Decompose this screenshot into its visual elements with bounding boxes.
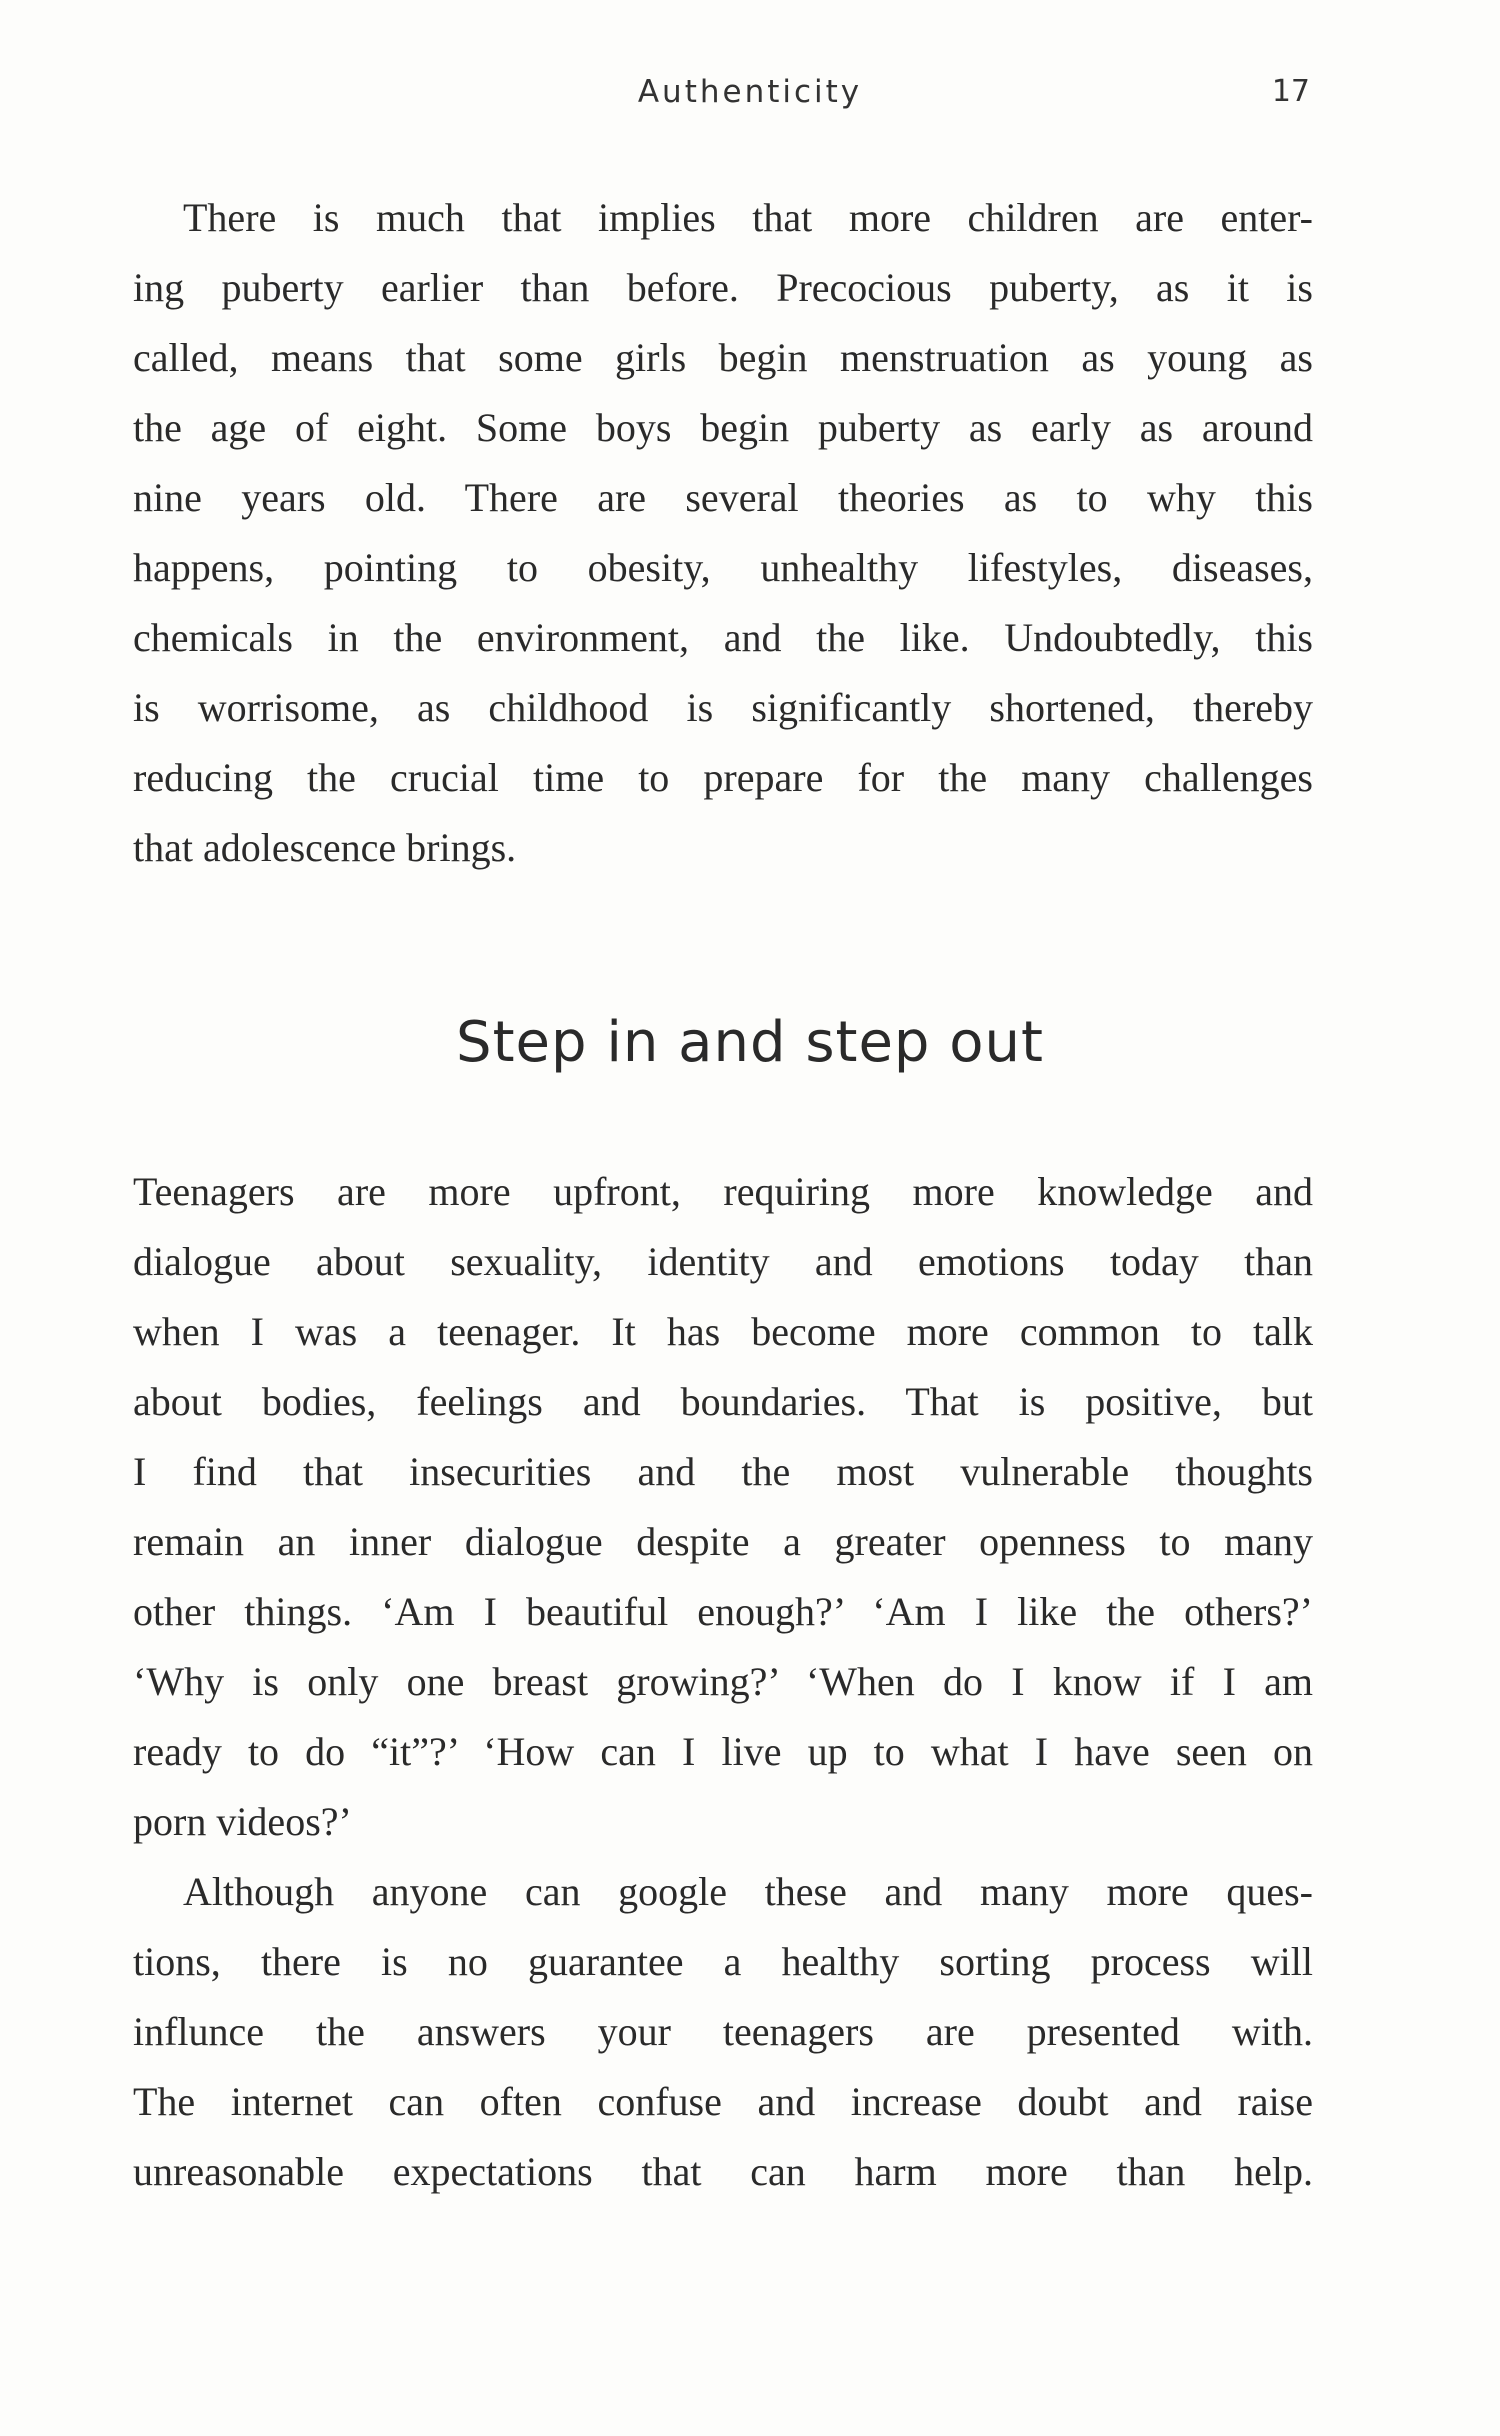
text-line: the age of eight. Some boys begin puberty as early as around <box>133 405 1313 450</box>
text-line: is worrisome, as childhood is significantly shortened, thereby <box>133 685 1313 730</box>
text-line: reducing the crucial time to prepare for the many challenges <box>133 755 1313 800</box>
text-line: ready to do “it”?’ ‘How can I live up to what I have seen on <box>133 1729 1313 1774</box>
text-line: Although anyone can google these and many more ques- <box>183 1869 1313 1914</box>
text-line: unreasonable expectations that can harm more than help. <box>133 2149 1313 2194</box>
text-line: chemicals in the environment, and the like. Undoubtedly, this <box>133 615 1313 660</box>
text-line: dialogue about sexuality, identity and emotions today than <box>133 1239 1313 1284</box>
text-line: I find that insecurities and the most vulnerable thoughts <box>133 1449 1313 1494</box>
text-line: tions, there is no guarantee a healthy sorting process will <box>133 1939 1313 1984</box>
text-line: porn videos?’ <box>133 1799 352 1844</box>
running-title: Authenticity <box>637 74 863 110</box>
section-heading: Step in and step out <box>456 1010 1044 1075</box>
text-line: about bodies, feelings and boundaries. That is positive, but <box>133 1379 1313 1424</box>
text-line: that adolescence brings. <box>133 825 517 870</box>
text-line: happens, pointing to obesity, unhealthy lifestyles, diseases, <box>133 545 1313 590</box>
text-line: nine years old. There are several theories as to why this <box>133 475 1313 520</box>
text-line: influnce the answers your teenagers are presented with. <box>133 2009 1313 2054</box>
text-line: There is much that implies that more children are enter- <box>183 195 1313 240</box>
text-line: The internet can often confuse and increase doubt and raise <box>133 2079 1313 2124</box>
text-line: when I was a teenager. It has become more common to talk <box>133 1309 1313 1354</box>
text-line: remain an inner dialogue despite a greater openness to many <box>133 1519 1313 1564</box>
text-line: other things. ‘Am I beautiful enough?’ ‘Am I like the others?’ <box>133 1589 1313 1634</box>
paragraph-puberty <box>133 183 1313 883</box>
running-head <box>0 74 1500 122</box>
page-number: 17 <box>1271 74 1310 109</box>
text-line: Teenagers are more upfront, requiring more knowledge and <box>133 1169 1313 1214</box>
text-line: ‘Why is only one breast growing?’ ‘When do I know if I am <box>133 1659 1313 1704</box>
text-line: ing puberty earlier than before. Precocious puberty, as it is <box>133 265 1313 310</box>
paragraph-teenagers <box>133 1157 1313 1857</box>
text-line: called, means that some girls begin menstruation as young as <box>133 335 1313 380</box>
paragraph-internet <box>133 1857 1313 2207</box>
